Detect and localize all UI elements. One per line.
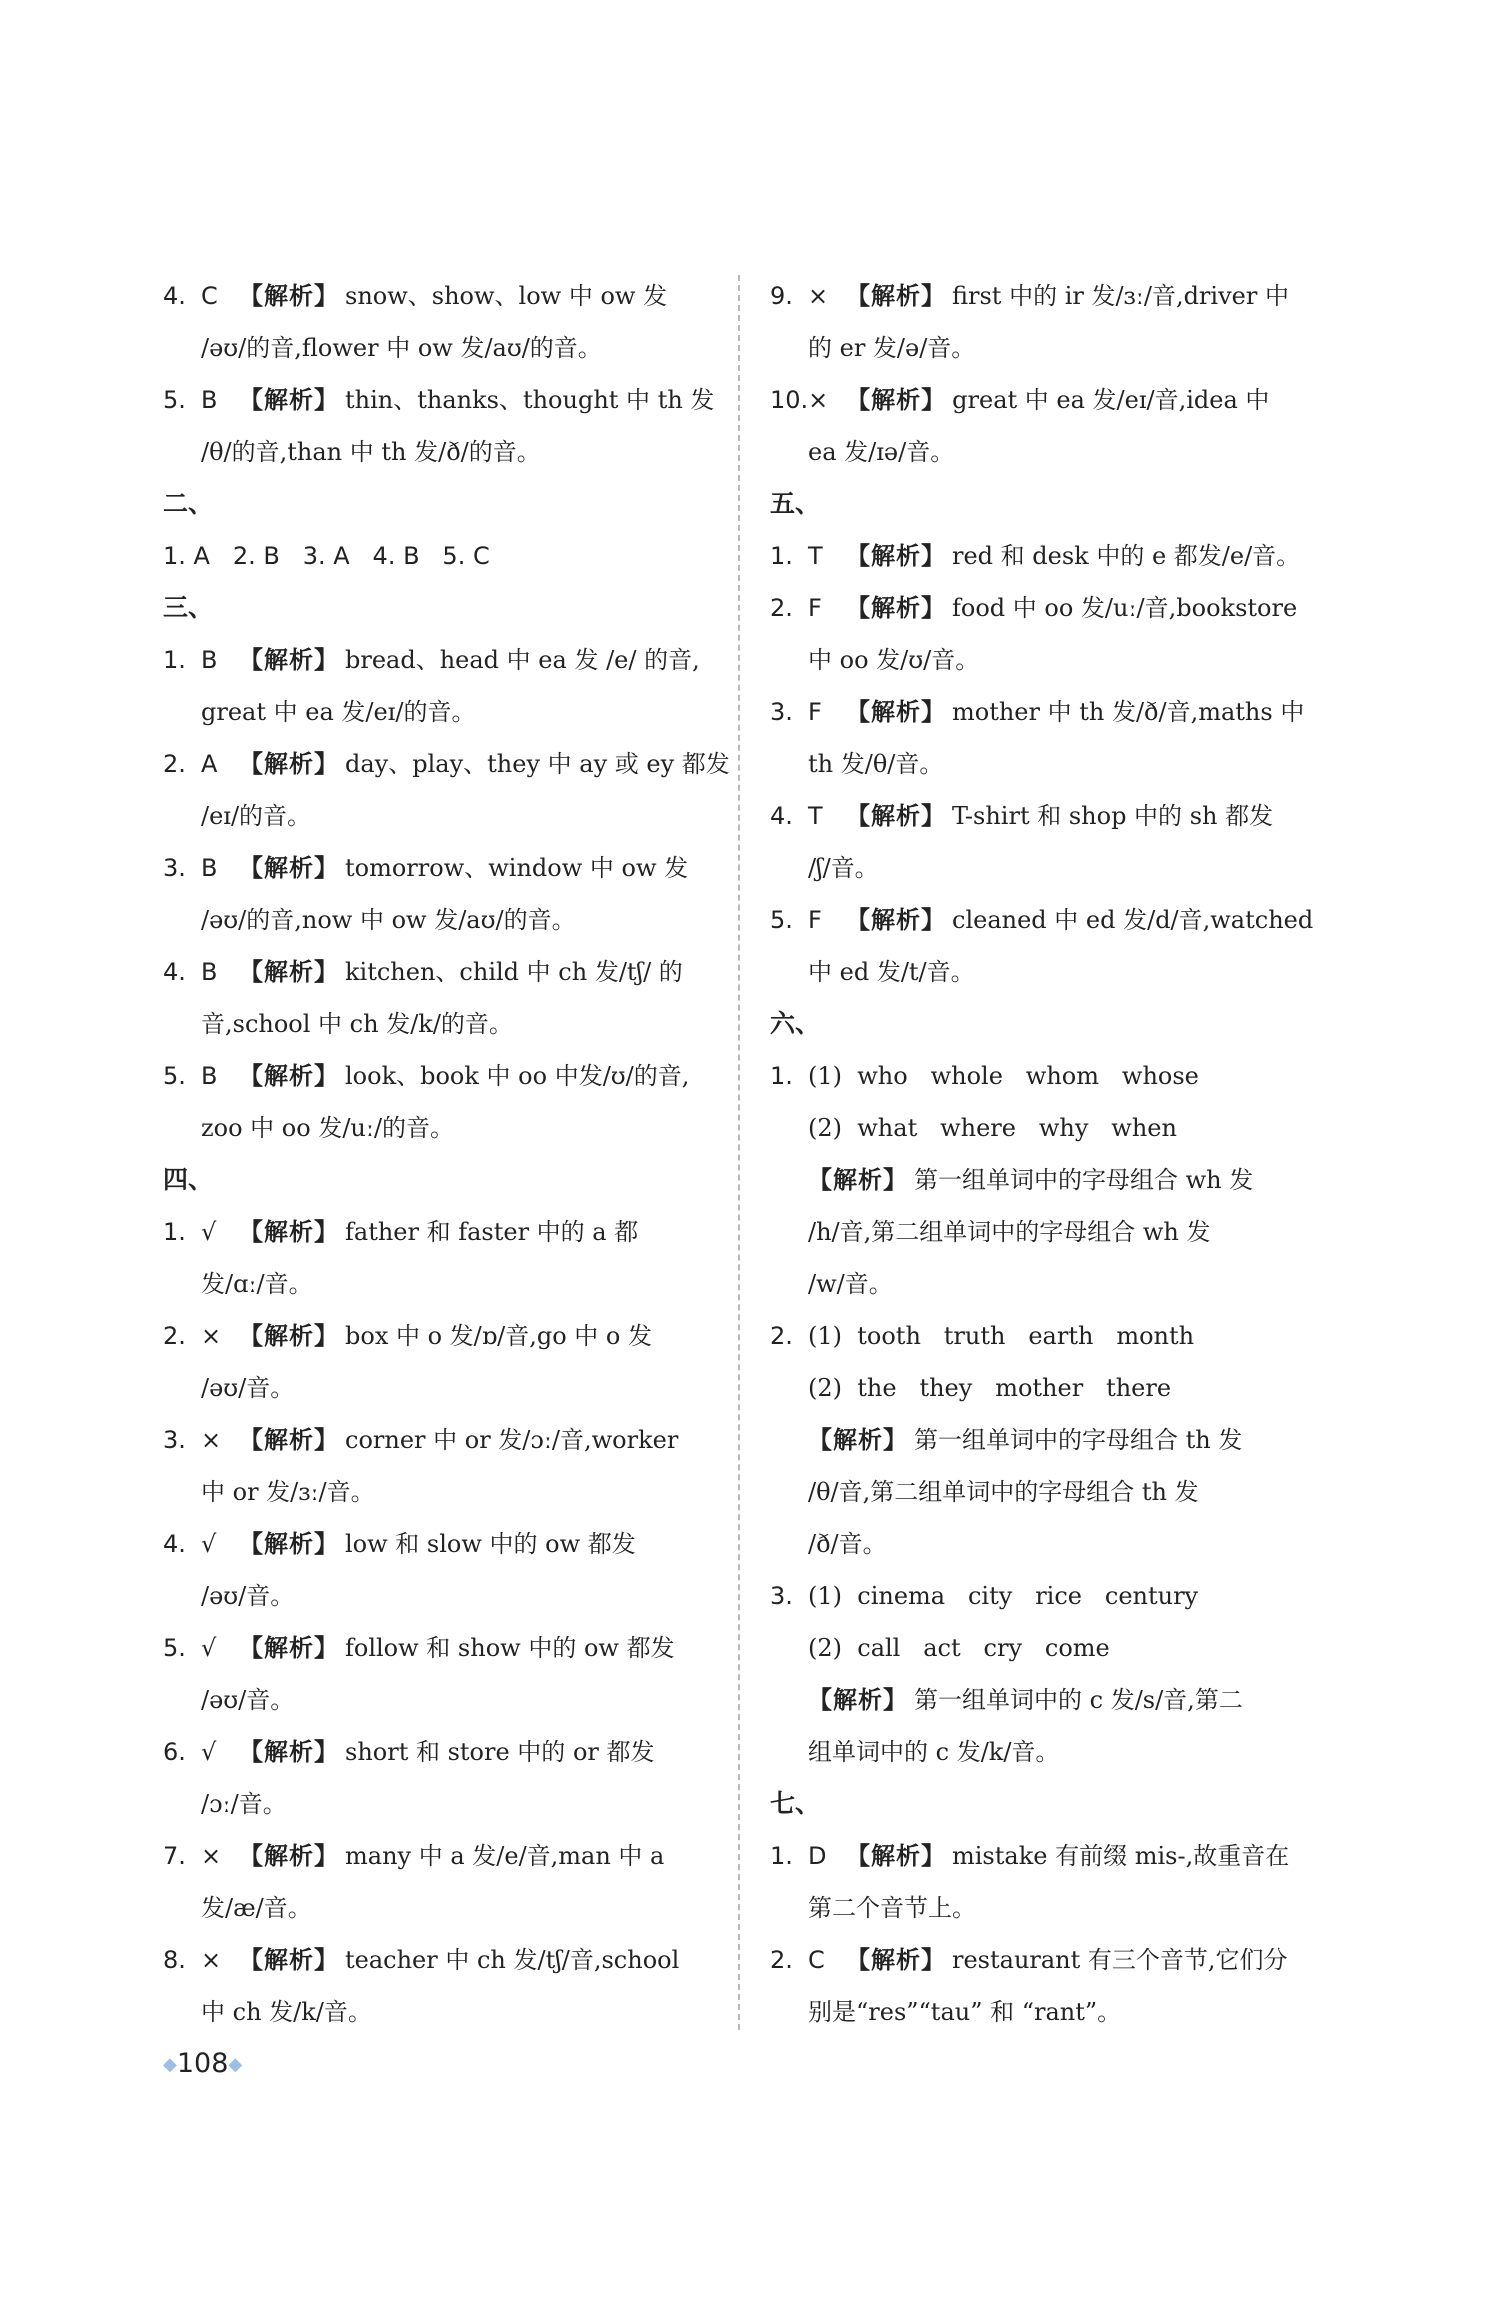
explanation-text: 组单词中的 c 发/k/音。 (808, 1738, 1060, 1766)
question-item (770, 270, 1330, 322)
word-group-text: (1) cinema city rice century (808, 1582, 1199, 1610)
section-heading-text: 五、 (770, 489, 821, 518)
explanation-text: 第一组单词中的字母组合 wh 发 (914, 1166, 1254, 1194)
question-number: 4. (770, 802, 793, 830)
question-item (770, 1310, 1330, 1362)
answer-mark: B (201, 646, 218, 674)
question-number: 7. (163, 1842, 186, 1870)
explanation-text: corner 中 or 发/ɔː/音,worker (345, 1426, 679, 1454)
explanation-text: zoo 中 oo 发/uː/的音。 (201, 1114, 455, 1142)
explanation-text: /əʊ/的音,now 中 ow 发/aʊ/的音。 (201, 906, 576, 934)
analysis-tag: 【解析】 (808, 1425, 908, 1454)
explanation-continued (163, 1986, 723, 2038)
answer-mark: B (201, 958, 218, 986)
analysis-tag: 【解析】 (846, 593, 946, 622)
question-item (770, 530, 1330, 582)
question-item (163, 634, 723, 686)
question-number: 10. (770, 386, 809, 414)
answer-mark: × (201, 1426, 222, 1454)
analysis-tag: 【解析】 (846, 1841, 946, 1870)
section-heading-text: 三、 (163, 593, 214, 622)
section-heading (163, 478, 723, 530)
page-number (163, 2048, 242, 2079)
explanation-text: /əʊ/音。 (201, 1686, 295, 1714)
question-number: 3. (163, 1426, 186, 1454)
word-group (770, 1102, 1330, 1154)
question-item (770, 582, 1330, 634)
explanation-continued (770, 1882, 1330, 1934)
explanation-text: ea 发/ɪə/音。 (808, 438, 955, 466)
explanation-text: /əʊ/的音,flower 中 ow 发/aʊ/的音。 (201, 334, 602, 362)
analysis-tag: 【解析】 (239, 1737, 339, 1766)
question-item (163, 270, 723, 322)
explanation-text: 发/ɑː/音。 (201, 1270, 313, 1298)
explanation-continued (163, 998, 723, 1050)
question-number: 2. (770, 1946, 793, 1974)
explanation-text: /θ/的音,than 中 th 发/ð/的音。 (201, 438, 541, 466)
analysis-tag: 【解析】 (808, 1685, 908, 1714)
explanation-continued (770, 1466, 1330, 1518)
analysis-tag: 【解析】 (846, 1945, 946, 1974)
section-heading-text: 七、 (770, 1789, 821, 1818)
answer-mark: × (201, 1322, 222, 1350)
analysis-tag: 【解析】 (808, 1165, 908, 1194)
explanation-text: bread、head 中 ea 发 /e/ 的音, (345, 646, 700, 674)
explanation-text: /w/音。 (808, 1270, 893, 1298)
question-number: 1. (770, 1062, 793, 1090)
question-item (163, 1622, 723, 1674)
explanation-text: cleaned 中 ed 发/d/音,watched (952, 906, 1314, 934)
analysis-tag: 【解析】 (239, 1217, 339, 1246)
word-group-text: (1) who whole whom whose (808, 1062, 1199, 1090)
explanation-continued (163, 322, 723, 374)
question-number: 4. (163, 958, 186, 986)
analysis-tag: 【解析】 (239, 281, 339, 310)
explanation-text: thin、thanks、thought 中 th 发 (345, 386, 715, 414)
section-heading-text: 六、 (770, 1009, 821, 1038)
answer-mark: C (808, 1946, 825, 1974)
question-item (163, 1518, 723, 1570)
analysis-tag: 【解析】 (846, 281, 946, 310)
question-number: 5. (163, 386, 186, 414)
question-item (163, 1830, 723, 1882)
analysis-tag: 【解析】 (239, 385, 339, 414)
explanation-text: short 和 store 中的 or 都发 (345, 1738, 655, 1766)
question-number: 5. (163, 1062, 186, 1090)
explanation-continued (163, 1258, 723, 1310)
explanation-continued (770, 842, 1330, 894)
explanation-text: 的 er 发/ə/音。 (808, 334, 976, 362)
explanation-text: 别是“res”“tau” 和 “rant”。 (808, 1998, 1122, 2026)
explanation-text: box 中 o 发/ɒ/音,go 中 o 发 (345, 1322, 652, 1350)
explanation-continued (163, 1882, 723, 1934)
explanation-text: 中 ed 发/t/音。 (808, 958, 975, 986)
answer-mark: √ (201, 1530, 217, 1558)
analysis-tag: 【解析】 (239, 1425, 339, 1454)
question-item (163, 1050, 723, 1102)
explanation-text: tomorrow、window 中 ow 发 (345, 854, 689, 882)
explanation-continued (163, 686, 723, 738)
page-number-text: 108 (176, 2048, 229, 2079)
word-group (770, 1362, 1330, 1414)
question-number: 1. (770, 542, 793, 570)
explanation-text: /ð/音。 (808, 1530, 887, 1558)
answer-mark: × (201, 1946, 222, 1974)
analysis-tag: 【解析】 (846, 801, 946, 830)
explanation-line (770, 1154, 1330, 1206)
word-group (770, 1622, 1330, 1674)
explanation-continued (163, 1102, 723, 1154)
question-number: 4. (163, 1530, 186, 1558)
question-number: 1. (770, 1842, 793, 1870)
explanation-text: great 中 ea 发/eɪ/音,idea 中 (952, 386, 1270, 414)
explanation-text: teacher 中 ch 发/tʃ/音,school (345, 1946, 680, 1974)
explanation-continued (770, 1206, 1330, 1258)
question-number: 1. (163, 646, 186, 674)
question-number: 2. (163, 1322, 186, 1350)
explanation-text: day、play、they 中 ay 或 ey 都发 (345, 750, 730, 778)
answer-mark: F (808, 906, 822, 934)
question-item (770, 790, 1330, 842)
answer-mark: D (808, 1842, 827, 1870)
explanation-text: mother 中 th 发/ð/音,maths 中 (952, 698, 1305, 726)
question-item (770, 1570, 1330, 1622)
question-item (163, 842, 723, 894)
question-number: 3. (770, 1582, 793, 1610)
explanation-text: great 中 ea 发/eɪ/的音。 (201, 698, 476, 726)
question-item (770, 894, 1330, 946)
explanation-text: many 中 a 发/e/音,man 中 a (345, 1842, 665, 1870)
section-heading-text: 二、 (163, 489, 214, 518)
answer-row (163, 530, 723, 582)
question-item (163, 1310, 723, 1362)
right-column (770, 270, 1330, 2038)
explanation-text: /h/音,第二组单词中的字母组合 wh 发 (808, 1218, 1211, 1246)
explanation-text: father 和 faster 中的 a 都 (345, 1218, 639, 1246)
question-number: 1. (163, 1218, 186, 1246)
explanation-text: food 中 oo 发/uː/音,bookstore (952, 594, 1298, 622)
question-number: 9. (770, 282, 793, 310)
answer-mark: B (201, 1062, 218, 1090)
diamond-right-icon: ◆ (228, 2054, 243, 2075)
explanation-continued (163, 1570, 723, 1622)
explanation-continued (163, 894, 723, 946)
explanation-text: mistake 有前缀 mis-,故重音在 (952, 1842, 1290, 1870)
question-item (163, 374, 723, 426)
question-number: 5. (770, 906, 793, 934)
question-number: 2. (770, 1322, 793, 1350)
explanation-line (770, 1674, 1330, 1726)
answer-mark: √ (201, 1218, 217, 1246)
explanation-text: th 发/θ/音。 (808, 750, 944, 778)
section-heading (770, 998, 1330, 1050)
word-group-text: (2) the they mother there (808, 1374, 1172, 1402)
explanation-text: 第二个音节上。 (808, 1894, 976, 1922)
answer-mark: F (808, 594, 822, 622)
question-item (163, 1726, 723, 1778)
explanation-continued (163, 790, 723, 842)
question-number: 2. (770, 594, 793, 622)
answer-mark: √ (201, 1634, 217, 1662)
explanation-continued (770, 634, 1330, 686)
question-item (770, 686, 1330, 738)
explanation-continued (770, 1518, 1330, 1570)
explanation-text: /əʊ/音。 (201, 1582, 295, 1610)
explanation-text: first 中的 ir 发/ɜː/音,driver 中 (952, 282, 1289, 310)
explanation-continued (770, 946, 1330, 998)
question-item (770, 1050, 1330, 1102)
analysis-tag: 【解析】 (239, 1841, 339, 1870)
explanation-text: 中 oo 发/ʊ/音。 (808, 646, 980, 674)
column-divider (738, 275, 740, 2030)
explanation-text: 音,school 中 ch 发/k/的音。 (201, 1010, 513, 1038)
question-item (770, 1830, 1330, 1882)
explanation-text: /əʊ/音。 (201, 1374, 295, 1402)
explanation-text: T-shirt 和 shop 中的 sh 都发 (952, 802, 1274, 830)
answer-mark: × (808, 282, 829, 310)
section-heading (163, 582, 723, 634)
question-item (163, 1934, 723, 1986)
answer-mark: C (201, 282, 218, 310)
question-number: 2. (163, 750, 186, 778)
explanation-text: 中 or 发/ɜː/音。 (201, 1478, 375, 1506)
analysis-tag: 【解析】 (239, 853, 339, 882)
question-item (770, 1934, 1330, 1986)
explanation-continued (770, 738, 1330, 790)
explanation-continued (770, 1726, 1330, 1778)
word-group-text: (2) call act cry come (808, 1634, 1110, 1662)
answer-mark: B (201, 854, 218, 882)
question-item (163, 1414, 723, 1466)
analysis-tag: 【解析】 (239, 957, 339, 986)
answer-mark: T (808, 542, 823, 570)
explanation-text: red 和 desk 中的 e 都发/e/音。 (952, 542, 1301, 570)
analysis-tag: 【解析】 (239, 1321, 339, 1350)
explanation-text: 中 ch 发/k/音。 (201, 1998, 372, 2026)
analysis-tag: 【解析】 (239, 645, 339, 674)
analysis-tag: 【解析】 (239, 1061, 339, 1090)
question-item (770, 374, 1330, 426)
diamond-left-icon: ◆ (163, 2054, 177, 2075)
explanation-continued (770, 1986, 1330, 2038)
section-heading (770, 478, 1330, 530)
section-heading (163, 1154, 723, 1206)
explanation-text: 第一组单词中的字母组合 th 发 (914, 1426, 1243, 1454)
answer-mark: × (201, 1842, 222, 1870)
answer-mark: T (808, 802, 823, 830)
explanation-continued (770, 1258, 1330, 1310)
explanation-text: /eɪ/的音。 (201, 802, 312, 830)
question-number: 3. (163, 854, 186, 882)
analysis-tag: 【解析】 (846, 541, 946, 570)
explanation-text: low 和 slow 中的 ow 都发 (345, 1530, 636, 1558)
answer-mark: √ (201, 1738, 217, 1766)
analysis-tag: 【解析】 (846, 905, 946, 934)
question-item (163, 1206, 723, 1258)
question-number: 8. (163, 1946, 186, 1974)
answer-mark: A (201, 750, 218, 778)
word-group-text: (2) what where why when (808, 1114, 1177, 1142)
explanation-continued (770, 426, 1330, 478)
answer-mark: × (808, 386, 829, 414)
analysis-tag: 【解析】 (239, 1529, 339, 1558)
analysis-tag: 【解析】 (239, 1945, 339, 1974)
explanation-text: restaurant 有三个音节,它们分 (952, 1946, 1288, 1974)
analysis-tag: 【解析】 (846, 385, 947, 414)
question-number: 4. (163, 282, 186, 310)
explanation-text: kitchen、child 中 ch 发/tʃ/ 的 (345, 958, 683, 986)
explanation-continued (163, 1362, 723, 1414)
left-column (163, 270, 730, 2038)
explanation-continued (163, 1674, 723, 1726)
explanation-text: 第一组单词中的 c 发/s/音,第二 (914, 1686, 1243, 1714)
explanation-continued (163, 1778, 723, 1830)
explanation-text: /ɔː/音。 (201, 1790, 287, 1818)
analysis-tag: 【解析】 (846, 697, 946, 726)
word-group-text: (1) tooth truth earth month (808, 1322, 1195, 1350)
explanation-text: look、book 中 oo 中发/ʊ/的音, (345, 1062, 690, 1090)
section-heading-text: 四、 (163, 1165, 214, 1194)
explanation-line (770, 1414, 1330, 1466)
question-number: 6. (163, 1738, 186, 1766)
explanation-text: 发/æ/音。 (201, 1894, 312, 1922)
explanation-continued (163, 426, 723, 478)
question-number: 5. (163, 1634, 186, 1662)
explanation-text: /ʃ/音。 (808, 854, 879, 882)
explanation-continued (770, 322, 1330, 374)
explanation-text: /θ/音,第二组单词中的字母组合 th 发 (808, 1478, 1199, 1506)
question-item (163, 946, 723, 998)
explanation-continued (163, 1466, 723, 1518)
answer-mark: B (201, 386, 218, 414)
question-number: 3. (770, 698, 793, 726)
analysis-tag: 【解析】 (239, 1633, 339, 1662)
answer-row-text: 1. A 2. B 3. A 4. B 5. C (163, 542, 490, 570)
explanation-text: follow 和 show 中的 ow 都发 (345, 1634, 675, 1662)
answer-mark: F (808, 698, 822, 726)
explanation-text: snow、show、low 中 ow 发 (345, 282, 668, 310)
analysis-tag: 【解析】 (239, 749, 339, 778)
question-item (163, 738, 730, 790)
section-heading (770, 1778, 1330, 1830)
